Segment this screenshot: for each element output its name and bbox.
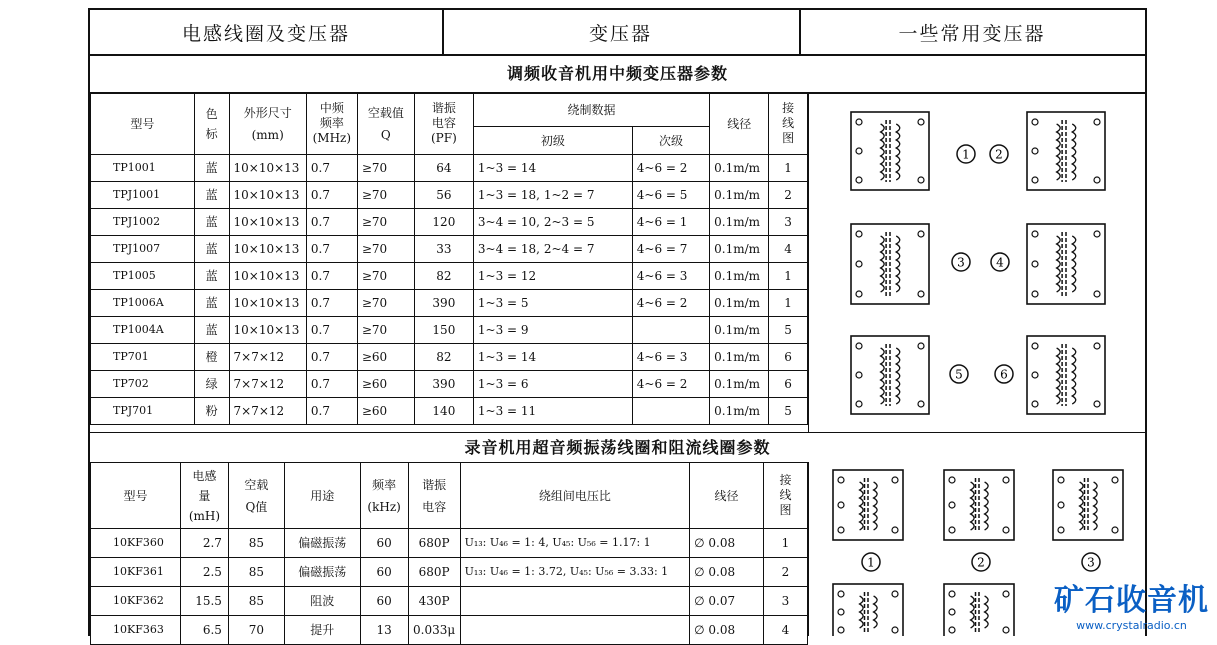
header-cell-inductors: 电感线圈及变压器: [90, 10, 444, 56]
col2-header-model: 型号: [91, 463, 181, 529]
table-row: [91, 558, 808, 587]
cell-wire: 0.1m/m: [710, 182, 769, 209]
cell-ratio: U₁₃: U₄₆ = 1: 3.72, U₄₅: U₅₆ = 3.33: 1: [460, 558, 690, 587]
cell-wire: 0.1m/m: [710, 398, 769, 425]
cell-wire: 0.1m/m: [710, 263, 769, 290]
cell-color: 蓝: [194, 263, 229, 290]
cell-q: ≥70: [357, 317, 414, 344]
table-row: [91, 344, 808, 371]
cell-wire: ∅ 0.08: [690, 558, 764, 587]
svg-text:4: 4: [996, 255, 1004, 270]
coil-diagram-number-2: [972, 553, 990, 571]
col2-header-ratio: 绕组间电压比: [460, 463, 690, 529]
cell-color: 橙: [194, 344, 229, 371]
cell-secondary: [632, 317, 709, 344]
cell-freq: 60: [360, 587, 408, 616]
svg-text:1: 1: [867, 555, 875, 570]
col-header-diagram: 接 线 图: [769, 93, 808, 155]
cell-diagram: 4: [764, 616, 808, 645]
cell-primary: 1~3 = 9: [473, 317, 632, 344]
cell-q: ≥70: [357, 290, 414, 317]
cell-diagram: 1: [764, 529, 808, 558]
cell-model: TP1005: [91, 263, 195, 290]
cell-q: 85: [228, 529, 284, 558]
header-cell-transformers: 变压器: [442, 10, 801, 56]
cell-freq: 13: [360, 616, 408, 645]
cell-cap: 680P: [408, 529, 460, 558]
cell-size: 10×10×13: [229, 236, 306, 263]
col2-header-diagram: 接 线 图: [764, 463, 808, 529]
svg-text:6: 6: [1000, 367, 1008, 382]
col-header-q: 空载值 Q: [357, 93, 414, 155]
cell-freq: 0.7: [306, 290, 357, 317]
cell-size: 7×7×12: [229, 344, 306, 371]
cell-cap: 430P: [408, 587, 460, 616]
col2-header-cap: 谐振 电容: [408, 463, 460, 529]
transformer-diagram-1: [851, 112, 929, 190]
cell-freq: 0.7: [306, 155, 357, 182]
table-row: [91, 529, 808, 558]
cell-primary: 3~4 = 10, 2~3 = 5: [473, 209, 632, 236]
cell-q: ≥70: [357, 236, 414, 263]
cell-ratio: [460, 587, 690, 616]
diagram-number-1: [957, 145, 975, 163]
cell-use: 偏磁振荡: [284, 558, 360, 587]
cell-size: 7×7×12: [229, 398, 306, 425]
cell-q: 70: [228, 616, 284, 645]
cell-cap: 0.033μ: [408, 616, 460, 645]
cell-q: ≥70: [357, 263, 414, 290]
diagram-number-3: [952, 253, 970, 271]
svg-text:3: 3: [957, 255, 965, 270]
table-row: [91, 263, 808, 290]
cell-secondary: 4~6 = 7: [632, 236, 709, 263]
cell-secondary: 4~6 = 5: [632, 182, 709, 209]
cell-primary: 1~3 = 11: [473, 398, 632, 425]
cell-diagram: 3: [764, 587, 808, 616]
cell-model: TPJ1001: [91, 182, 195, 209]
cell-secondary: 4~6 = 2: [632, 290, 709, 317]
cell-model: TP1004A: [91, 317, 195, 344]
transformer-diagram-2: [1027, 112, 1105, 190]
cell-color: 粉: [194, 398, 229, 425]
cell-wire: 0.1m/m: [710, 155, 769, 182]
cell-q: ≥70: [357, 155, 414, 182]
cell-model: TP701: [91, 344, 195, 371]
cell-primary: 1~3 = 12: [473, 263, 632, 290]
cell-q: ≥60: [357, 398, 414, 425]
cell-size: 10×10×13: [229, 263, 306, 290]
cell-cap: 120: [414, 209, 473, 236]
watermark-url: www.crystalradio.cn: [1076, 619, 1187, 632]
cell-cap: 140: [414, 398, 473, 425]
coil-diagram-number-1: [862, 553, 880, 571]
oscillator-coil-table: [90, 462, 808, 645]
cell-wire: ∅ 0.08: [690, 529, 764, 558]
col2-header-q: 空载 Q值: [228, 463, 284, 529]
cell-model: TP1006A: [91, 290, 195, 317]
cell-freq: 0.7: [306, 344, 357, 371]
cell-inductance: 6.5: [180, 616, 228, 645]
diagram-number-5: [950, 365, 968, 383]
cell-color: 蓝: [194, 317, 229, 344]
cell-secondary: 4~6 = 2: [632, 371, 709, 398]
cell-color: 蓝: [194, 182, 229, 209]
cell-cap: 82: [414, 263, 473, 290]
cell-wire: ∅ 0.08: [690, 616, 764, 645]
coil-diagram-2: [944, 470, 1014, 540]
transformer-diagram-5: [851, 336, 929, 414]
cell-color: 蓝: [194, 209, 229, 236]
cell-color: 蓝: [194, 236, 229, 263]
cell-inductance: 2.5: [180, 558, 228, 587]
col-header-cap: 谐振 电容 (PF): [414, 93, 473, 155]
svg-text:5: 5: [955, 367, 963, 382]
cell-model: 10KF362: [91, 587, 181, 616]
cell-diagram: 6: [769, 371, 808, 398]
cell-cap: 82: [414, 344, 473, 371]
section2-title: 录音机用超音频振荡线圈和阻流线圈参数: [90, 432, 1145, 463]
cell-cap: 56: [414, 182, 473, 209]
cell-use: 阻波: [284, 587, 360, 616]
cell-model: 10KF363: [91, 616, 181, 645]
cell-cap: 680P: [408, 558, 460, 587]
cell-wire: 0.1m/m: [710, 209, 769, 236]
col-header-secondary: 次级: [632, 127, 709, 155]
col-header-wire: 线径: [710, 93, 769, 155]
cell-diagram: 1: [769, 155, 808, 182]
cell-wire: 0.1m/m: [710, 317, 769, 344]
cell-secondary: 4~6 = 3: [632, 344, 709, 371]
document-sheet: [88, 8, 1147, 636]
cell-ratio: [460, 616, 690, 645]
diagram-number-6: [995, 365, 1013, 383]
coil-diagram-1: [833, 470, 903, 540]
cell-q: ≥70: [357, 209, 414, 236]
svg-text:1: 1: [962, 147, 970, 162]
watermark-title: 矿石收音机: [1054, 583, 1209, 618]
coil-diagram-5: [944, 584, 1014, 636]
cell-wire: ∅ 0.07: [690, 587, 764, 616]
cell-q: ≥70: [357, 182, 414, 209]
watermark-logo: [1054, 575, 1209, 632]
cell-primary: 3~4 = 18, 2~4 = 7: [473, 236, 632, 263]
cell-diagram: 1: [769, 290, 808, 317]
cell-size: 7×7×12: [229, 371, 306, 398]
cell-freq: 0.7: [306, 209, 357, 236]
coil-diagram-number-3: [1082, 553, 1100, 571]
cell-cap: 150: [414, 317, 473, 344]
col-header-freq: 中频 频率 (MHz): [306, 93, 357, 155]
transformer-diagram-6: [1027, 336, 1105, 414]
cell-freq: 0.7: [306, 317, 357, 344]
cell-primary: 1~3 = 5: [473, 290, 632, 317]
col2-header-freq: 频率 (kHz): [360, 463, 408, 529]
cell-wire: 0.1m/m: [710, 371, 769, 398]
cell-model: TP702: [91, 371, 195, 398]
diagram-number-4: [991, 253, 1009, 271]
svg-text:2: 2: [995, 147, 1003, 162]
wiring-diagrams-panel-1: [808, 92, 1146, 432]
col-header-size: 外形尺寸 (mm): [229, 93, 306, 155]
cell-wire: 0.1m/m: [710, 236, 769, 263]
transformer-diagram-3: [851, 224, 929, 304]
transformer-diagram-4: [1027, 224, 1105, 304]
cell-q: 85: [228, 558, 284, 587]
cell-secondary: 4~6 = 1: [632, 209, 709, 236]
cell-secondary: 4~6 = 2: [632, 155, 709, 182]
cell-model: TP1001: [91, 155, 195, 182]
section1-title: 调频收音机用中频变压器参数: [90, 56, 1145, 94]
table-row: [91, 182, 808, 209]
table-row: [91, 236, 808, 263]
cell-use: 偏磁振荡: [284, 529, 360, 558]
diagram-number-2: [990, 145, 1008, 163]
cell-diagram: 4: [769, 236, 808, 263]
cell-inductance: 15.5: [180, 587, 228, 616]
table-row: [91, 587, 808, 616]
table-row: [91, 616, 808, 645]
cell-model: TPJ701: [91, 398, 195, 425]
cell-q: ≥60: [357, 371, 414, 398]
cell-model: 10KF361: [91, 558, 181, 587]
cell-use: 提升: [284, 616, 360, 645]
cell-freq: 0.7: [306, 263, 357, 290]
table-row: [91, 317, 808, 344]
cell-primary: 1~3 = 18, 1~2 = 7: [473, 182, 632, 209]
col-header-model: 型号: [91, 93, 195, 155]
cell-secondary: [632, 398, 709, 425]
coil-diagram-4: [833, 584, 903, 636]
cell-diagram: 2: [769, 182, 808, 209]
cell-size: 10×10×13: [229, 317, 306, 344]
table-row: [91, 155, 808, 182]
cell-cap: 33: [414, 236, 473, 263]
cell-freq: 0.7: [306, 236, 357, 263]
cell-inductance: 2.7: [180, 529, 228, 558]
cell-diagram: 5: [769, 317, 808, 344]
cell-size: 10×10×13: [229, 155, 306, 182]
cell-cap: 390: [414, 290, 473, 317]
coil-diagram-3: [1053, 470, 1123, 540]
cell-cap: 390: [414, 371, 473, 398]
svg-text:3: 3: [1087, 555, 1095, 570]
cell-diagram: 5: [769, 398, 808, 425]
cell-secondary: 4~6 = 3: [632, 263, 709, 290]
cell-q: ≥60: [357, 344, 414, 371]
cell-size: 10×10×13: [229, 209, 306, 236]
cell-wire: 0.1m/m: [710, 344, 769, 371]
cell-model: 10KF360: [91, 529, 181, 558]
if-transformer-table: [90, 92, 808, 425]
cell-size: 10×10×13: [229, 290, 306, 317]
cell-model: TPJ1002: [91, 209, 195, 236]
col2-header-wire: 线径: [690, 463, 764, 529]
cell-freq: 0.7: [306, 398, 357, 425]
cell-freq: 0.7: [306, 182, 357, 209]
table-row: [91, 290, 808, 317]
cell-q: 85: [228, 587, 284, 616]
cell-primary: 1~3 = 14: [473, 344, 632, 371]
cell-size: 10×10×13: [229, 182, 306, 209]
wiring-diagrams-svg-1: [809, 92, 1146, 432]
col2-header-inductance: 电感 量 (mH): [180, 463, 228, 529]
table-row: [91, 209, 808, 236]
header-cell-common-transformers: 一些常用变压器: [799, 10, 1145, 56]
cell-color: 蓝: [194, 290, 229, 317]
cell-freq: 60: [360, 529, 408, 558]
cell-cap: 64: [414, 155, 473, 182]
col2-header-use: 用途: [284, 463, 360, 529]
col-header-color: 色 标: [194, 93, 229, 155]
cell-diagram: 2: [764, 558, 808, 587]
col-header-winding: 绕制数据: [473, 93, 709, 127]
svg-text:2: 2: [977, 555, 985, 570]
cell-diagram: 1: [769, 263, 808, 290]
cell-color: 蓝: [194, 155, 229, 182]
table-row: [91, 398, 808, 425]
cell-wire: 0.1m/m: [710, 290, 769, 317]
cell-diagram: 3: [769, 209, 808, 236]
cell-diagram: 6: [769, 344, 808, 371]
table-row: [91, 371, 808, 398]
cell-model: TPJ1007: [91, 236, 195, 263]
cell-freq: 60: [360, 558, 408, 587]
cell-color: 绿: [194, 371, 229, 398]
cell-freq: 0.7: [306, 371, 357, 398]
cell-primary: 1~3 = 6: [473, 371, 632, 398]
col-header-primary: 初级: [473, 127, 632, 155]
cell-primary: 1~3 = 14: [473, 155, 632, 182]
cell-ratio: U₁₃: U₄₆ = 1: 4, U₄₅: U₅₆ = 1.17: 1: [460, 529, 690, 558]
